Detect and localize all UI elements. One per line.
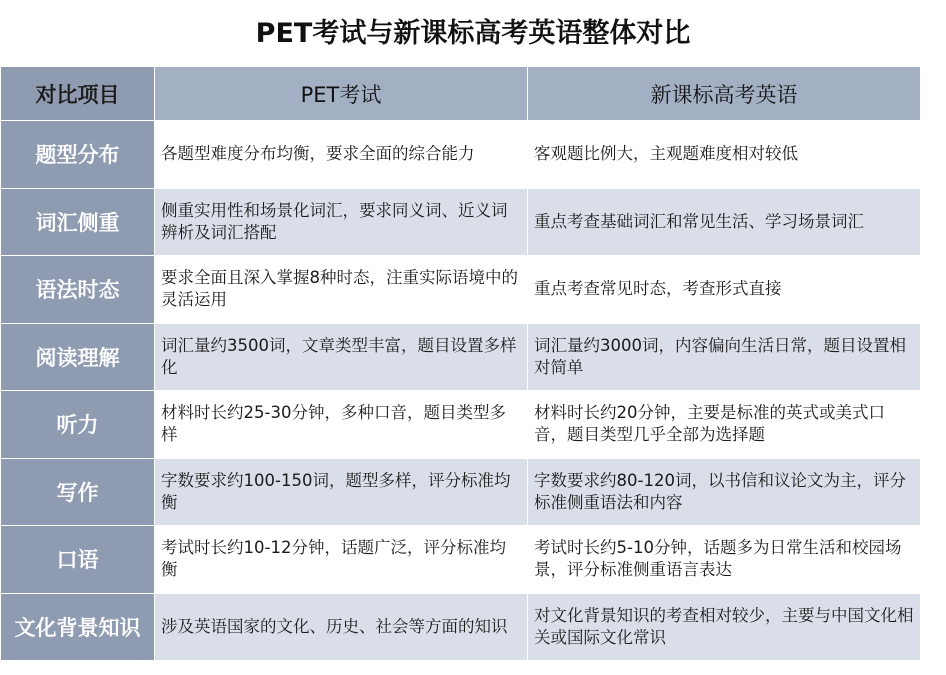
row-label: 写作: [1, 458, 155, 526]
comparison-table: [0, 66, 921, 661]
table-header-row: [1, 67, 921, 121]
pet-cell: 字数要求约100-150词，题型多样，评分标准均衡: [155, 458, 528, 526]
row-label: 题型分布: [1, 121, 155, 189]
gaokao-cell: 重点考查基础词汇和常见生活、学习场景词汇: [528, 188, 921, 256]
header-gaokao: 新课标高考英语: [528, 67, 921, 121]
pet-cell: 考试时长约10-12分钟，话题广泛，评分标准均衡: [155, 526, 528, 594]
pet-cell: 词汇量约3500词，文章类型丰富，题目设置多样化: [155, 323, 528, 391]
gaokao-cell: 材料时长约20分钟，主要是标准的英式或美式口音，题目类型几乎全部为选择题: [528, 391, 921, 459]
table-row: [1, 391, 921, 459]
row-label: 口语: [1, 526, 155, 594]
table-row: [1, 323, 921, 391]
pet-cell: 涉及英语国家的文化、历史、社会等方面的知识: [155, 593, 528, 661]
table-row: [1, 121, 921, 189]
row-label: 听力: [1, 391, 155, 459]
table-row: [1, 458, 921, 526]
pet-cell: 各题型难度分布均衡，要求全面的综合能力: [155, 121, 528, 189]
gaokao-cell: 客观题比例大，主观题难度相对较低: [528, 121, 921, 189]
gaokao-cell: 重点考查常见时态，考查形式直接: [528, 256, 921, 324]
gaokao-cell: 考试时长约5-10分钟，话题多为日常生活和校园场景，评分标准侧重语言表达: [528, 526, 921, 594]
table-row: [1, 593, 921, 661]
pet-cell: 侧重实用性和场景化词汇，要求同义词、近义词辨析及词汇搭配: [155, 188, 528, 256]
row-label: 词汇侧重: [1, 188, 155, 256]
gaokao-cell: 对文化背景知识的考查相对较少，主要与中国文化相关或国际文化常识: [528, 593, 921, 661]
table-row: [1, 188, 921, 256]
row-label: 文化背景知识: [1, 593, 155, 661]
gaokao-cell: 字数要求约80-120词，以书信和议论文为主，评分标准侧重语法和内容: [528, 458, 921, 526]
table-row: [1, 256, 921, 324]
header-pet: PET考试: [155, 67, 528, 121]
row-label: 语法时态: [1, 256, 155, 324]
pet-cell: 材料时长约25-30分钟，多种口音，题目类型多样: [155, 391, 528, 459]
row-label: 阅读理解: [1, 323, 155, 391]
page-title: PET考试与新课标高考英语整体对比: [255, 18, 691, 49]
pet-cell: 要求全面且深入掌握8种时态，注重实际语境中的灵活运用: [155, 256, 528, 324]
header-comparison-item: 对比项目: [1, 67, 155, 121]
gaokao-cell: 词汇量约3000词，内容偏向生活日常，题目设置相对简单: [528, 323, 921, 391]
table-row: [1, 526, 921, 594]
